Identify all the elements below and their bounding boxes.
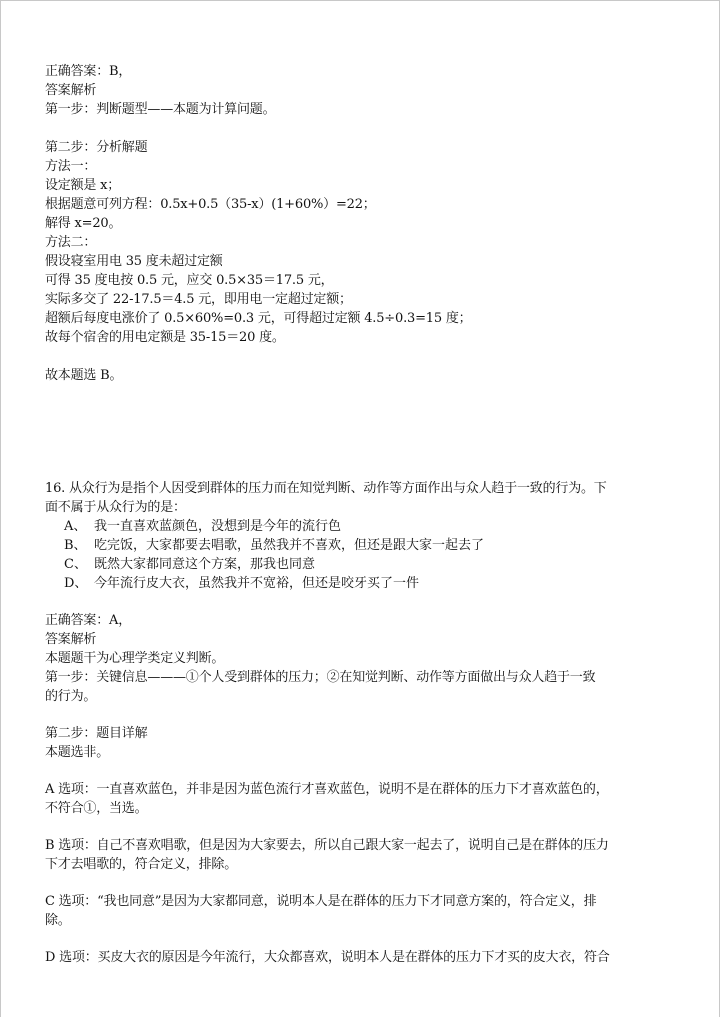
analysis-label: 答案解析 <box>45 632 97 647</box>
method-two-line: 可得 35 度电按 0.5 元，应交 0.5×35＝17.5 元， <box>45 273 334 288</box>
option-text: 今年流行皮大衣，虽然我并不宽裕，但还是咬牙买了一件 <box>94 576 420 591</box>
conclusion: 故本题选 B。 <box>45 368 123 383</box>
method-one-line: 设定额是 x； <box>45 178 121 193</box>
option-c-explanation: C 选项：“我也同意”是因为大家都同意，说明本人是在群体的压力下才同意方案的，符合定义，排 <box>45 894 597 909</box>
option-letter: A、 <box>64 519 87 534</box>
method-one-label: 方法一： <box>45 159 97 174</box>
correct-answer: 正确答案：A， <box>45 613 131 628</box>
option-d-explanation: D 选项：买皮大衣的原因是今年流行，大众都喜欢，说明本人是在群体的压力下才买的皮大衣，符合 <box>45 950 610 965</box>
method-two-label: 方法二： <box>45 235 97 250</box>
option-a <box>64 517 341 536</box>
step-two-title: 第二步：分析解题 <box>45 140 148 155</box>
option-a-explanation: A 选项：一直喜欢蓝色，并非是因为蓝色流行才喜欢蓝色，说明不是在群体的压力下才喜欢蓝色的， <box>45 782 609 797</box>
option-text: 既然大家都同意这个方案，那我也同意 <box>94 557 316 572</box>
option-b <box>64 536 484 555</box>
correct-answer: 正确答案：B， <box>45 64 132 79</box>
method-two-line: 实际多交了 22-17.5＝4.5 元，即用电一定超过定额； <box>45 292 352 307</box>
method-one-line: 根据题意可列方程：0.5x+0.5（35-x）(1+60%）=22； <box>45 197 376 212</box>
method-two-line: 假设寝室用电 35 度未超过定额 <box>45 254 223 269</box>
analysis-intro: 本题题干为心理学类定义判断。 <box>45 651 225 666</box>
option-d <box>64 574 419 593</box>
option-letter: C、 <box>64 557 87 572</box>
option-text: 我一直喜欢蓝颜色，没想到是今年的流行色 <box>94 519 342 534</box>
option-b-explanation: B 选项：自己不喜欢唱歌，但是因为大家要去，所以自己跟大家一起去了，说明自己是在群体的压力 <box>45 838 609 853</box>
option-a-explanation: 不符合①，当选。 <box>45 801 148 816</box>
question-stem: 16. 从众行为是指个人因受到群体的压力而在知觉判断、动作等方面作出与众人趋于一致的行为。下 <box>45 481 607 496</box>
method-two-line: 故每个宿舍的用电定额是 35-15＝20 度。 <box>45 330 285 345</box>
step-one: 的行为。 <box>45 689 97 704</box>
method-one-line: 解得 x=20。 <box>45 216 122 231</box>
question-stem: 面不属于从众行为的是： <box>45 500 186 515</box>
step-one: 第一步：判断题型——本题为计算问题。 <box>45 102 276 117</box>
method-two-line: 超额后每度电涨价了 0.5×60%=0.3 元，可得超过定额 4.5÷0.3=15 度； <box>45 311 472 326</box>
option-text: 吃完饭，大家都要去唱歌，虽然我并不喜欢，但还是跟大家一起去了 <box>94 538 485 553</box>
option-c-explanation: 除。 <box>45 913 71 928</box>
option-b-explanation: 下才去唱歌的，符合定义，排除。 <box>45 857 238 872</box>
option-letter: B、 <box>64 538 87 553</box>
step-one: 第一步：关键信息———①个人受到群体的压力；②在知觉判断、动作等方面做出与众人趋于一致 <box>45 670 596 685</box>
option-c <box>64 555 315 574</box>
analysis-label: 答案解析 <box>45 83 97 98</box>
option-letter: D、 <box>64 576 88 591</box>
choose-wrong-note: 本题选非。 <box>45 745 110 760</box>
step-two-title: 第二步：题目详解 <box>45 726 148 741</box>
